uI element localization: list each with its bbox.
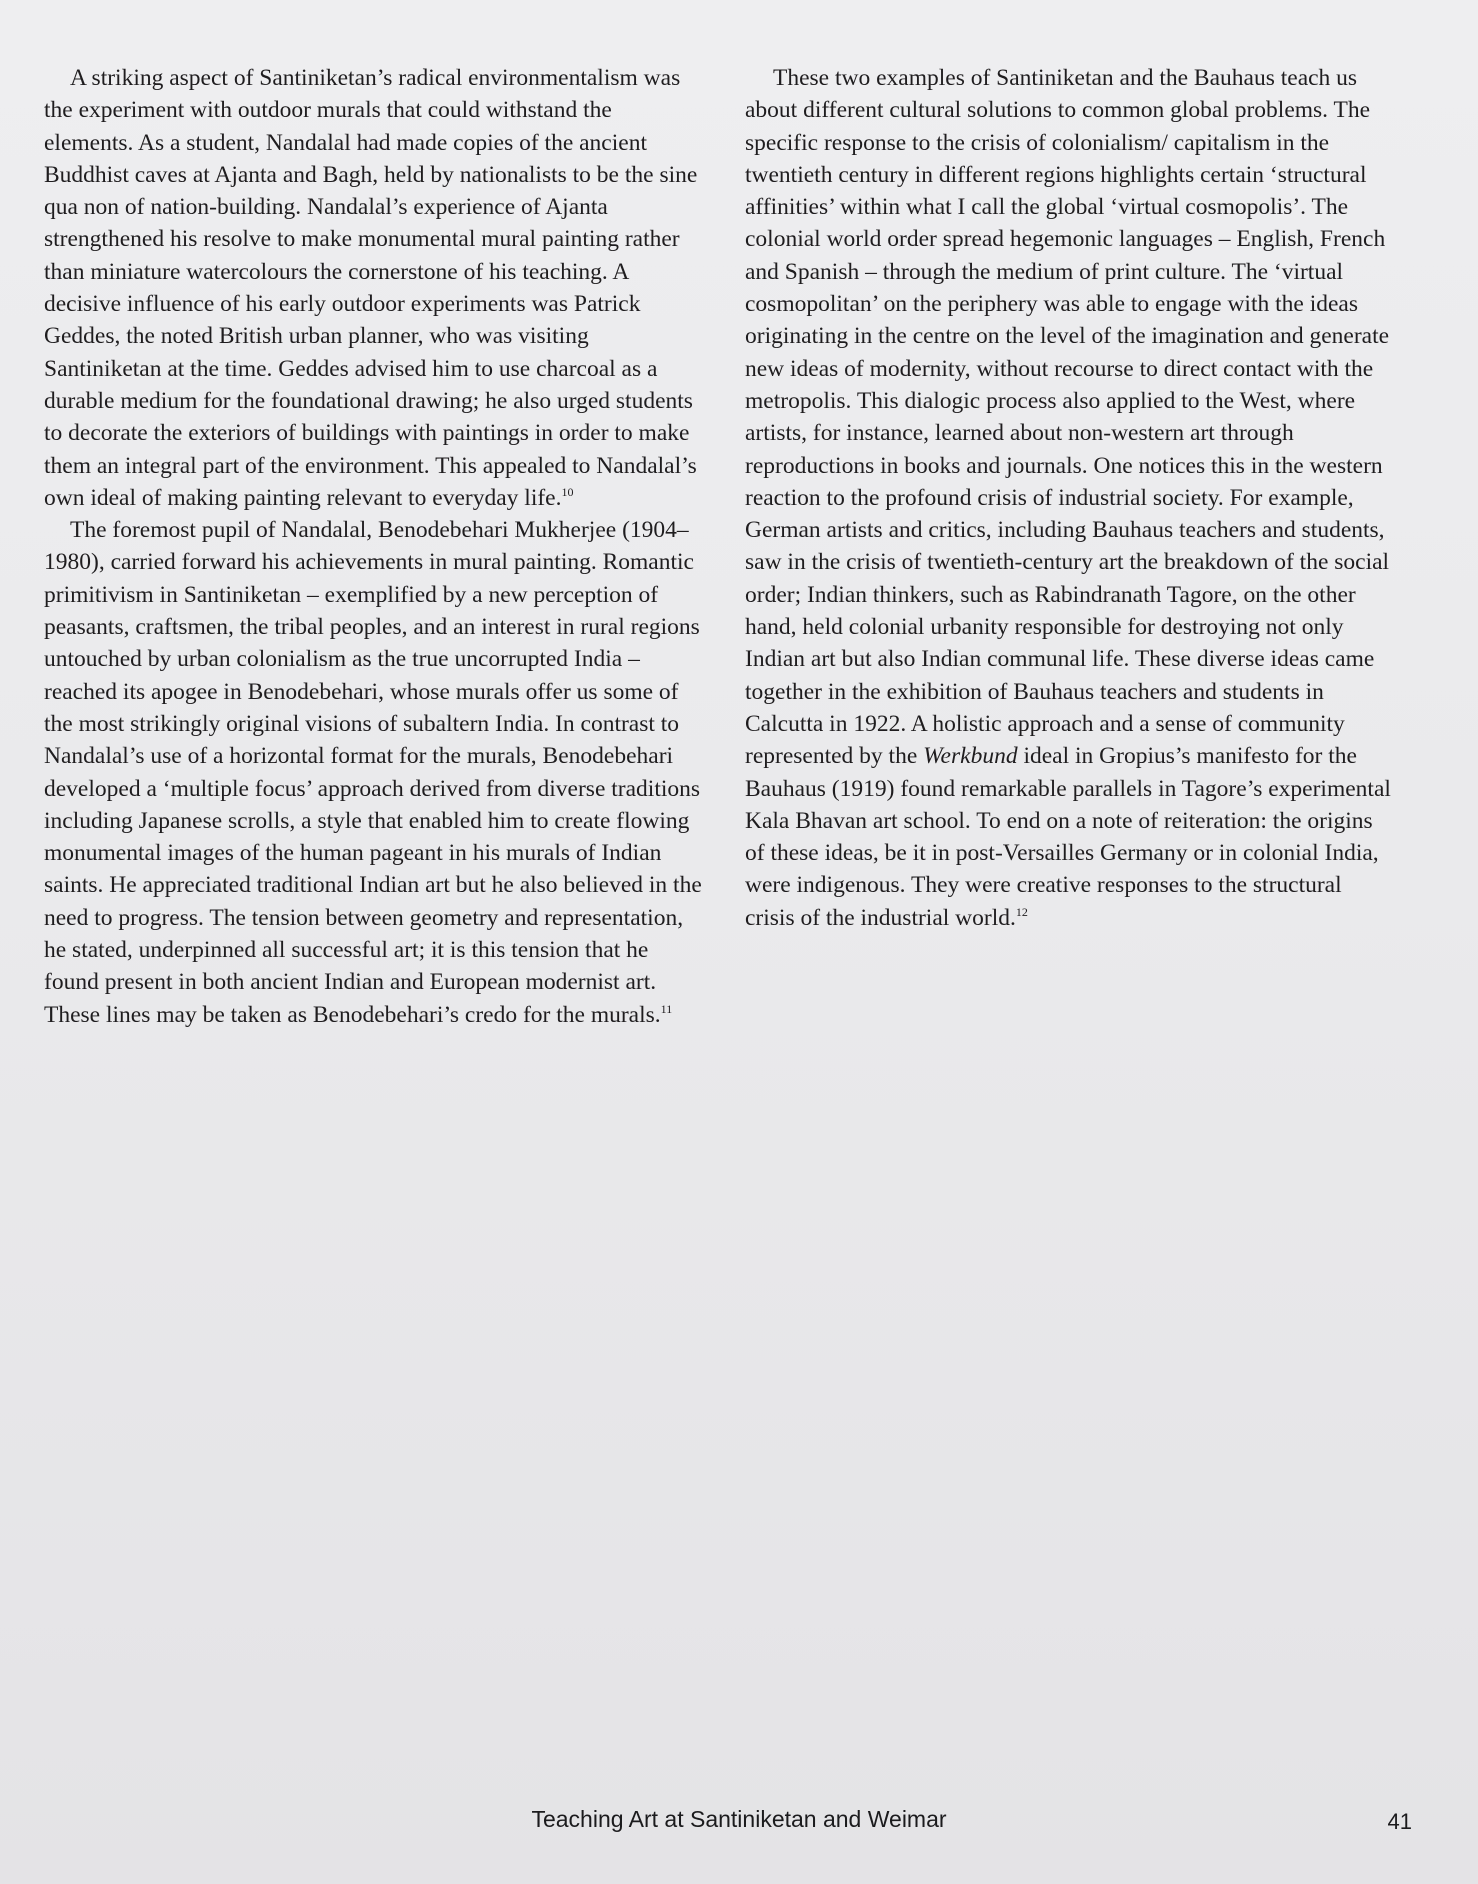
left-column <box>44 62 704 1031</box>
running-title: Teaching Art at Santiniketan and Weimar <box>531 1806 947 1832</box>
left-paragraph-1 <box>44 62 704 514</box>
left-paragraph-1-text: A striking aspect of Santiniketan’s radical environmentalism was the experiment with outdoor murals that could withstand the elements. As a student, Nandalal had made copies of the ancient Buddhist caves at Ajanta and Bagh, held by nationalists to be the sine qua non of nation-building. Nandalal’s experience of Ajanta strengthened his resolve to make monumental mural painting rather than miniature watercolours the cornerstone of his teaching. A decisive influence of his early outdoor experiments was Patrick Geddes, the noted British urban planner, who was visiting Santiniketan at the time. Geddes advised him to use charcoal as a durable medium for the foundational drawing; he also urged students to decorate the exteriors of buildings with paintings in order to make them an integral part of the environment. This appealed to Nandalal’s own ideal of making painting relevant to everyday life. <box>44 65 698 511</box>
werkbund-term: Werkbund <box>923 743 1018 770</box>
right-column <box>745 62 1395 934</box>
left-paragraph-2 <box>44 514 704 1031</box>
left-paragraph-2-text: The foremost pupil of Nandalal, Benodebehari Mukherjee (1904–1980), carried forward his achievements in mural painting. Romantic primitivism in Santiniketan – exemplified by a new perception of peasants, craftsmen, the tribal peoples, and an interest in rural regions untouched by urban colonialism as the true uncorrupted India – reached its apogee in Benodebehari, whose murals offer us some of the most strikingly original visions of subaltern India. In contrast to Nandalal’s use of a horizontal format for the murals, Benodebehari developed a ‘multiple focus’ approach derived from diverse traditions including Japanese scrolls, a style that enabled him to create flowing monumental images of the human pageant in his murals of Indian saints. He appreciated traditional Indian art but he also believed in the need to progress. The tension between geometry and representation, he stated, underpinned all successful art; it is this tension that he found present in both ancient Indian and European modernist art. These lines may be taken as Benodebehari’s credo for the murals. <box>44 517 702 1028</box>
right-paragraph-1 <box>745 62 1395 934</box>
footnote-ref-12: 12 <box>1015 904 1028 919</box>
right-paragraph-1-text-before: These two examples of Santiniketan and the Bauhaus teach us about different cultural solutions to common global problems. The specific response to the crisis of colonialism/ capitalism in the twentieth century in different regions highlights certain ‘structural affinities’ within what I call the global ‘virtual cosmopolis’. The colonial world order spread hegemonic languages – English, French and Spanish – through the medium of print culture. The ‘virtual cosmopolitan’ on the periphery was able to engage with the ideas originating in the centre on the level of the imagination and generate new ideas of modernity, without recourse to direct contact with the metropolis. This dialogic process also applied to the West, where artists, for instance, learned about non-western art through reproductions in books and journals. One notices this in the western reaction to the profound crisis of industrial society. For example, German artists and critics, including Bauhaus teachers and students, saw in the crisis of twentieth-century art the breakdown of the social order; Indian thinkers, such as Rabindranath Tagore, on the other hand, held colonial urbanity responsible for destroying not only Indian art but also Indian communal life. These diverse ideas came together in the exhibition of Bauhaus teachers and students in Calcutta in 1922. A holistic approach and a sense of community represented by the <box>745 65 1390 770</box>
page-number: 41 <box>1387 1809 1412 1834</box>
footnote-ref-10: 10 <box>561 485 574 500</box>
right-paragraph-1-text-after: ideal in Gropius’s manifesto for the Bauhaus (1919) found remarkable parallels in Tagore’s experimental Kala Bhavan art school. To end on a note of reiteration: the origins of these ideas, be it in post-Versailles Germany or in colonial India, were indigenous. They were creative responses to the structural crisis of the industrial world. <box>745 743 1391 931</box>
footnote-ref-11: 11 <box>660 1001 673 1016</box>
